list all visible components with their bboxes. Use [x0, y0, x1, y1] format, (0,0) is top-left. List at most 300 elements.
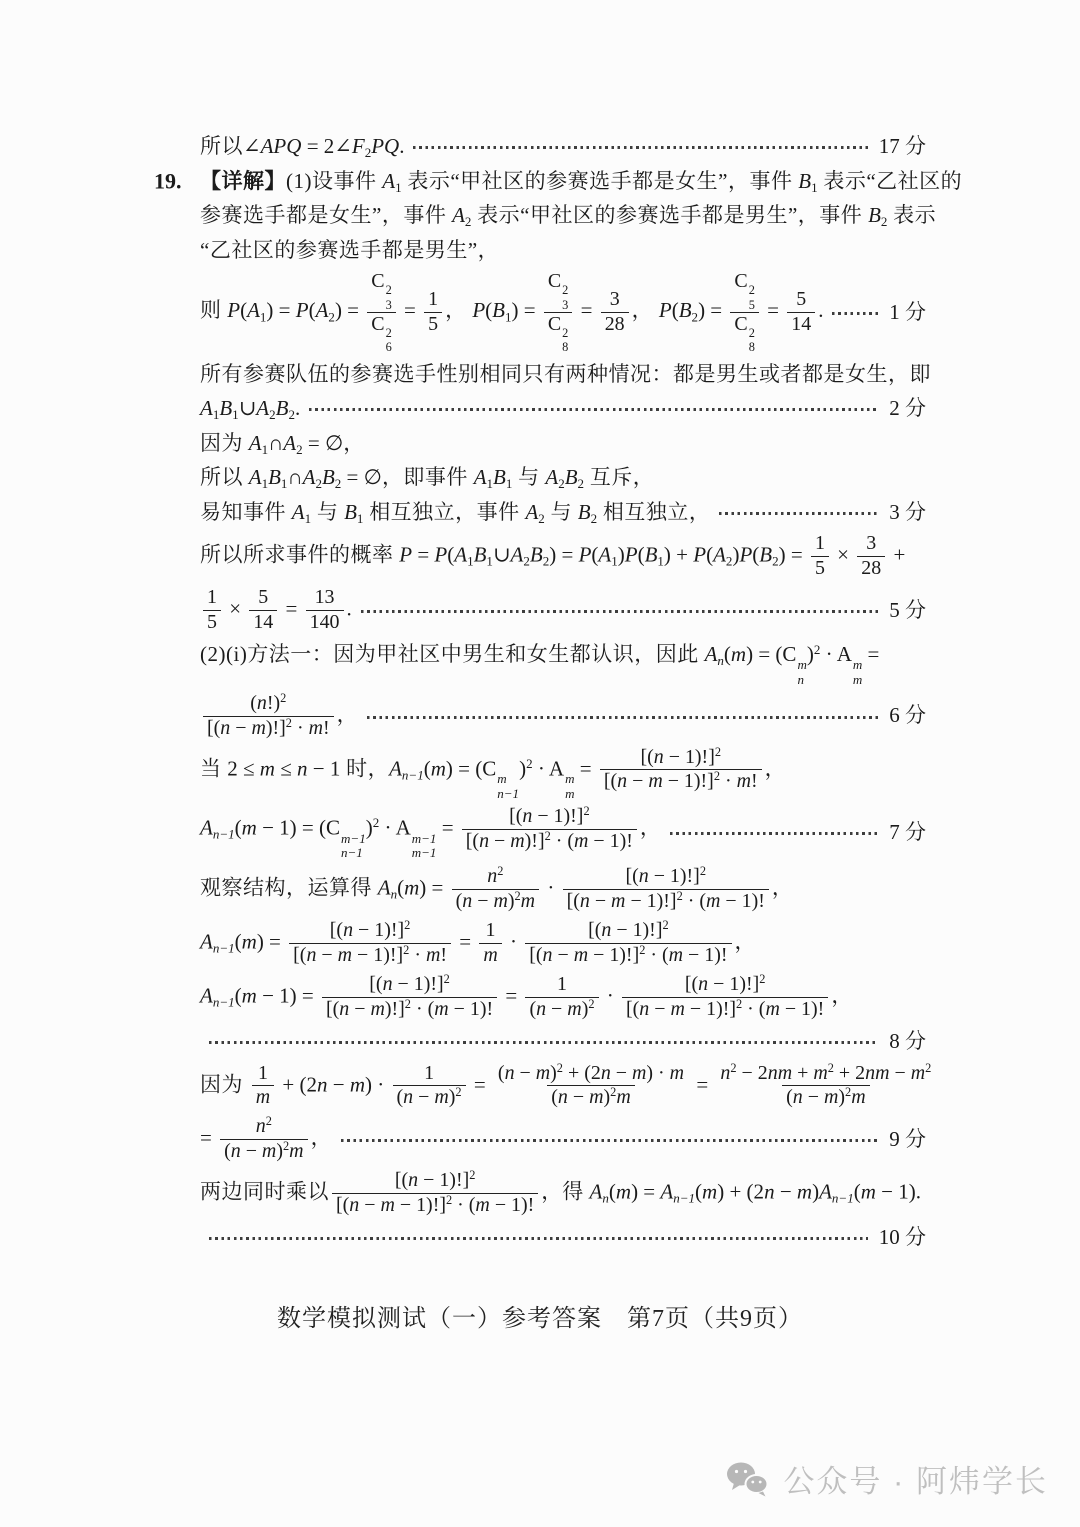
math-run: ) =	[698, 298, 728, 323]
math-run: ·	[291, 716, 309, 739]
subscript: 1	[505, 476, 513, 492]
math-var: n	[557, 1086, 568, 1109]
text-run: ，	[343, 430, 365, 455]
fraction	[289, 919, 451, 968]
fraction	[716, 1062, 935, 1111]
dots-leader	[209, 1041, 878, 1044]
superscript: 2	[455, 1085, 462, 1100]
fraction	[203, 692, 334, 741]
dots-leader	[670, 832, 878, 835]
math-run: C	[782, 641, 797, 666]
fraction	[322, 973, 497, 1022]
subscript: 2	[577, 476, 585, 492]
fraction	[249, 586, 277, 635]
fraction-denominator	[600, 769, 762, 794]
fraction-denominator	[462, 829, 637, 854]
line-content	[200, 497, 710, 529]
math-var: n	[343, 919, 354, 942]
subscript: m−1	[411, 845, 437, 861]
subscript: m	[852, 671, 863, 687]
math-var: m	[736, 770, 752, 793]
score-label: 2 分	[889, 396, 926, 421]
math-run: −	[589, 890, 612, 913]
math-run: (	[234, 815, 242, 840]
math-var: m	[510, 830, 525, 853]
math-run: ·	[820, 641, 837, 666]
fraction	[600, 746, 762, 795]
math-var: B	[529, 542, 543, 567]
text-run: 互斥，	[584, 465, 655, 490]
math-var: A	[200, 396, 213, 421]
math-run: A	[395, 815, 411, 840]
sup-sub-stack	[412, 832, 437, 862]
math-var: B	[268, 465, 281, 490]
subscript: 2	[334, 476, 342, 492]
math-run: (	[706, 542, 714, 567]
math-run: (	[396, 1086, 404, 1109]
math-run: [(	[329, 919, 344, 942]
text-run: 表示	[887, 203, 937, 227]
line-content	[200, 918, 756, 969]
subscript: 3	[385, 297, 392, 312]
math-run: ·	[409, 944, 426, 967]
math-run: ∩	[268, 430, 284, 455]
math-run: )	[617, 542, 625, 567]
superscript: 2	[404, 997, 411, 1012]
math-var: n	[349, 1194, 360, 1217]
math-run: [(	[529, 944, 543, 967]
math-run: C	[734, 270, 748, 292]
superscript: 2	[639, 943, 646, 958]
math-run: − 1)!]	[648, 865, 700, 888]
text-run: 因为	[200, 430, 249, 455]
superscript: 2	[827, 1060, 834, 1075]
math-var: n	[617, 770, 628, 793]
fraction	[306, 586, 344, 635]
math-run: ) =	[419, 875, 449, 900]
math-var: m	[349, 1071, 366, 1096]
math-run: −	[546, 998, 568, 1021]
math-run: =	[398, 298, 422, 323]
superscript: 2	[662, 918, 669, 933]
subscript: n−1	[212, 994, 235, 1010]
math-var: A	[819, 1179, 832, 1204]
math-var: n	[792, 1086, 803, 1109]
math-run: [(	[336, 1194, 350, 1217]
math-var: A	[302, 465, 316, 490]
math-var: n	[256, 691, 267, 714]
math-var: A	[713, 542, 726, 567]
math-run: + 2	[833, 1061, 866, 1084]
math-run: [(	[293, 944, 307, 967]
fraction-denominator	[525, 943, 731, 968]
text-run: ，	[631, 298, 659, 323]
math-run: [(	[684, 973, 699, 996]
math-run: −	[472, 890, 494, 913]
fraction-numerator	[621, 865, 710, 889]
math-var: n	[255, 1115, 266, 1138]
subscript: 1	[356, 510, 364, 526]
math-run: ，	[734, 929, 756, 954]
math-var: n	[579, 890, 590, 913]
math-run: − 1)!]	[352, 944, 404, 967]
math-var: P	[227, 298, 241, 323]
math-var: m	[308, 716, 323, 739]
fraction	[332, 1169, 538, 1218]
math-var: m	[255, 1086, 271, 1109]
math-var: A	[200, 929, 213, 954]
math-run: ) = (	[746, 641, 783, 666]
math-run: ·	[542, 875, 560, 900]
math-var: n	[600, 1061, 611, 1084]
math-var: n	[296, 755, 308, 780]
math-run: 1	[485, 919, 496, 942]
math-var: B	[219, 396, 233, 421]
sup-sub-stack	[853, 658, 862, 688]
text-run: 所以	[200, 134, 243, 158]
math-run: ·	[379, 815, 396, 840]
math-run: ) + (2	[717, 1179, 765, 1204]
math-var: A	[452, 203, 465, 227]
math-var: B	[798, 168, 812, 193]
wechat-icon	[725, 1461, 771, 1497]
math-var: n	[306, 944, 317, 967]
fraction-numerator	[203, 586, 221, 610]
watermark-text: 公众号 · 阿炜学长	[783, 1464, 1048, 1499]
math-run: (	[695, 1179, 703, 1204]
math-run: 3	[609, 287, 620, 310]
math-run: C	[547, 270, 562, 292]
math-run: =	[575, 298, 598, 323]
math-var: APQ	[260, 134, 302, 158]
fraction-numerator	[862, 532, 880, 556]
text-run: 当	[200, 755, 228, 780]
math-run: 13	[314, 586, 335, 609]
superscript: m	[565, 770, 575, 786]
subscript: 2	[315, 476, 322, 492]
math-run: · (	[682, 890, 706, 913]
fraction-denominator	[544, 312, 573, 355]
line-content	[200, 691, 358, 742]
math-var: n	[638, 865, 649, 888]
subscript: 1	[395, 179, 402, 195]
sup-sub-stack	[749, 283, 755, 311]
math-run: =	[200, 1125, 218, 1150]
superscript: 2	[514, 889, 521, 904]
math-run: ) =	[334, 298, 365, 323]
fraction-denominator	[782, 1085, 869, 1110]
math-var: P	[658, 298, 672, 323]
superscript: 2	[713, 769, 721, 784]
superscript: 2	[925, 1060, 932, 1075]
math-run: ，	[310, 1125, 332, 1150]
fraction-denominator	[203, 610, 221, 635]
math-run: =	[280, 596, 303, 621]
math-run: )	[603, 1086, 611, 1109]
math-var: P	[693, 542, 707, 567]
fraction	[462, 805, 637, 854]
math-run: 14	[791, 312, 812, 335]
fraction-denominator	[203, 716, 334, 741]
fraction-denominator	[289, 943, 451, 968]
math-var: B	[577, 499, 591, 524]
math-var: A	[200, 983, 213, 1008]
fraction-numerator	[811, 532, 829, 556]
fraction	[203, 586, 221, 635]
dots-leader	[719, 512, 878, 515]
text-run: 所有参赛队伍的参赛选手性别相同只有两种情况：都是男生或者都是女生，即	[200, 361, 931, 386]
math-run: 1	[257, 1061, 268, 1084]
line-content	[200, 639, 879, 688]
math-run: =	[862, 641, 880, 666]
math-var: A	[598, 542, 612, 567]
math-var: m	[573, 944, 589, 967]
superscript: 2	[714, 744, 722, 759]
fraction-denominator	[393, 1085, 466, 1110]
subscript: n	[797, 671, 804, 687]
subscript: 8	[748, 340, 755, 355]
math-run: − 1)!]	[532, 805, 584, 828]
math-run: )	[365, 815, 373, 840]
line-content	[200, 393, 300, 425]
fraction-numerator	[636, 746, 725, 770]
dots-leader	[367, 716, 879, 719]
fraction	[479, 919, 501, 968]
line-content	[200, 1168, 921, 1219]
math-run: · (	[410, 998, 435, 1021]
dots-leader	[341, 1139, 879, 1142]
math-run: 28	[861, 557, 882, 580]
sup-sub-stack	[341, 832, 366, 862]
superscript: 2	[265, 1114, 272, 1129]
text-run: 时，	[340, 755, 390, 780]
math-var: A	[248, 430, 262, 455]
math-run: [(	[588, 919, 602, 942]
fraction	[494, 1062, 688, 1111]
math-var: m	[765, 998, 780, 1021]
math-run: [(	[640, 745, 654, 768]
math-run: ，	[831, 983, 853, 1008]
math-var: B	[275, 396, 289, 421]
superscript: 2	[556, 1060, 563, 1075]
math-var: n	[317, 1071, 328, 1096]
superscript: 2	[588, 997, 595, 1012]
math-run: [(	[625, 865, 639, 888]
math-run: (	[455, 890, 463, 913]
math-run: A	[836, 641, 852, 666]
text-line	[200, 531, 926, 582]
fraction	[811, 532, 829, 581]
superscript: 2	[280, 690, 287, 705]
text-run: 相互独立，事件	[363, 499, 526, 524]
math-run: !)	[266, 691, 281, 714]
math-run: − 1)!	[448, 998, 494, 1021]
math-run: − 1)!]	[662, 770, 714, 793]
math-run: )!]	[384, 998, 405, 1021]
fraction-numerator	[367, 270, 396, 312]
subscript: n−1	[401, 766, 424, 782]
math-run: =	[453, 929, 477, 954]
text-run: “乙社区的参赛选手都是男生”，	[200, 237, 500, 262]
line-content	[200, 200, 936, 232]
math-run: (	[397, 875, 405, 900]
text-line	[200, 804, 926, 861]
math-var: m	[648, 770, 663, 793]
math-var: B	[473, 542, 487, 567]
superscript: 2	[443, 972, 450, 987]
math-var: A	[315, 298, 329, 323]
watermark	[725, 1456, 1048, 1501]
math-run: ·	[720, 770, 737, 793]
math-run: −	[327, 1071, 350, 1096]
math-run: (	[447, 542, 455, 567]
subscript: n−1	[497, 785, 520, 801]
text-run: 所以所求事件的概率	[200, 542, 400, 567]
math-run: − 1)!	[489, 1194, 535, 1217]
math-var: PQ	[371, 134, 400, 158]
fraction-numerator	[792, 288, 810, 312]
math-run: − 1) =	[256, 983, 319, 1008]
math-var: P	[434, 542, 448, 567]
text-run: 与	[544, 499, 578, 524]
line-content	[200, 359, 931, 391]
math-run: (	[529, 998, 537, 1021]
math-run: ) = (	[445, 755, 483, 780]
math-run: ·	[601, 983, 620, 1008]
sup-sub-stack	[497, 772, 519, 802]
line-content	[200, 531, 905, 582]
fraction-numerator	[483, 865, 507, 889]
superscript: m−1	[341, 830, 366, 846]
math-run: ×	[831, 542, 855, 567]
math-var: B	[564, 465, 578, 490]
line-content	[200, 745, 786, 802]
math-run: − 1)!]	[392, 973, 444, 996]
fraction-denominator	[811, 556, 829, 581]
math-run: =	[691, 1071, 714, 1096]
math-run: 1	[814, 532, 825, 555]
math-run: −	[349, 998, 371, 1021]
subscript: n	[717, 653, 724, 669]
math-run: 1	[207, 586, 217, 609]
math-run: )	[519, 755, 527, 780]
text-run: 与	[311, 499, 345, 524]
math-run: .	[399, 134, 405, 158]
subscript: n−1	[212, 940, 235, 956]
text-line	[200, 864, 926, 915]
math-run: (	[786, 1086, 793, 1109]
math-run: (	[752, 542, 760, 567]
math-run: C	[734, 312, 748, 335]
math-var: A	[377, 875, 391, 900]
fraction-denominator	[322, 997, 497, 1022]
math-run: )	[276, 1140, 283, 1163]
subscript: n−1	[673, 1190, 696, 1206]
subscript: 1	[657, 553, 664, 569]
line-content	[200, 235, 499, 267]
math-var: P	[578, 542, 592, 567]
math-var: m	[241, 929, 257, 954]
math-var: m	[261, 1140, 277, 1163]
math-run: )!]	[524, 830, 545, 853]
math-var: B	[678, 298, 692, 323]
math-run: [(	[566, 890, 580, 913]
math-var: m	[632, 1061, 647, 1084]
math-run: − 1)!]	[708, 973, 760, 996]
math-run: ) =	[549, 542, 579, 567]
math-run: )	[507, 890, 515, 913]
math-run: − 1)!	[588, 830, 633, 853]
math-run: )	[806, 641, 814, 666]
math-var: B	[344, 499, 357, 524]
score-label: 3 分	[889, 499, 926, 524]
fraction-numerator	[681, 973, 770, 997]
math-run: −	[240, 1140, 262, 1163]
dots-leader	[832, 312, 878, 315]
math-var: m	[241, 815, 257, 840]
fraction	[544, 270, 573, 355]
fraction-numerator	[254, 586, 272, 610]
math-run: A	[548, 755, 565, 780]
math-var: m	[241, 983, 257, 1008]
math-var: P	[399, 542, 413, 567]
math-run: −	[552, 944, 574, 967]
math-run: (	[671, 298, 679, 323]
subscript: 1	[259, 309, 267, 325]
superscript: 2	[562, 283, 569, 298]
math-var: B	[321, 465, 335, 490]
subscript: 1	[261, 441, 269, 457]
math-var: A	[473, 465, 487, 490]
subscript: 1	[304, 510, 312, 526]
math-var: m	[670, 998, 685, 1021]
subscript: 1	[811, 179, 818, 195]
superscript: 2	[469, 1168, 476, 1183]
superscript: 2	[526, 755, 533, 771]
line-content	[200, 1114, 332, 1165]
text-line	[200, 691, 926, 742]
dots-leader	[361, 610, 879, 613]
sup-sub-stack	[386, 283, 392, 311]
math-run: !	[323, 716, 330, 739]
fraction-numerator	[252, 1115, 276, 1139]
fraction	[393, 1062, 466, 1111]
math-run: [(	[326, 998, 340, 1021]
fraction-numerator	[606, 288, 624, 312]
subscript: 1	[611, 553, 618, 569]
math-var: m	[434, 998, 449, 1021]
math-var: A	[283, 430, 297, 455]
math-run: = 2∠	[301, 134, 352, 158]
subscript: n−1	[831, 1190, 854, 1206]
fraction	[452, 865, 539, 914]
fraction-numerator	[505, 805, 594, 829]
math-run: C	[547, 312, 562, 335]
fraction-numerator	[716, 1062, 935, 1086]
math-var: n	[764, 1179, 775, 1204]
superscript: 2	[285, 715, 292, 730]
line-content	[200, 428, 365, 460]
superscript: 2	[385, 283, 392, 298]
fraction-denominator	[249, 610, 277, 635]
fraction	[252, 1062, 274, 1111]
math-run: )	[812, 1179, 820, 1204]
text-run: (2)(i)方法一：因为甲社区中男生和女生都认识，因此	[200, 641, 705, 666]
math-var: m	[615, 1179, 632, 1204]
math-run: − 1)!]	[418, 1169, 470, 1192]
superscript: 2	[583, 804, 590, 819]
text-line	[200, 1026, 926, 1058]
